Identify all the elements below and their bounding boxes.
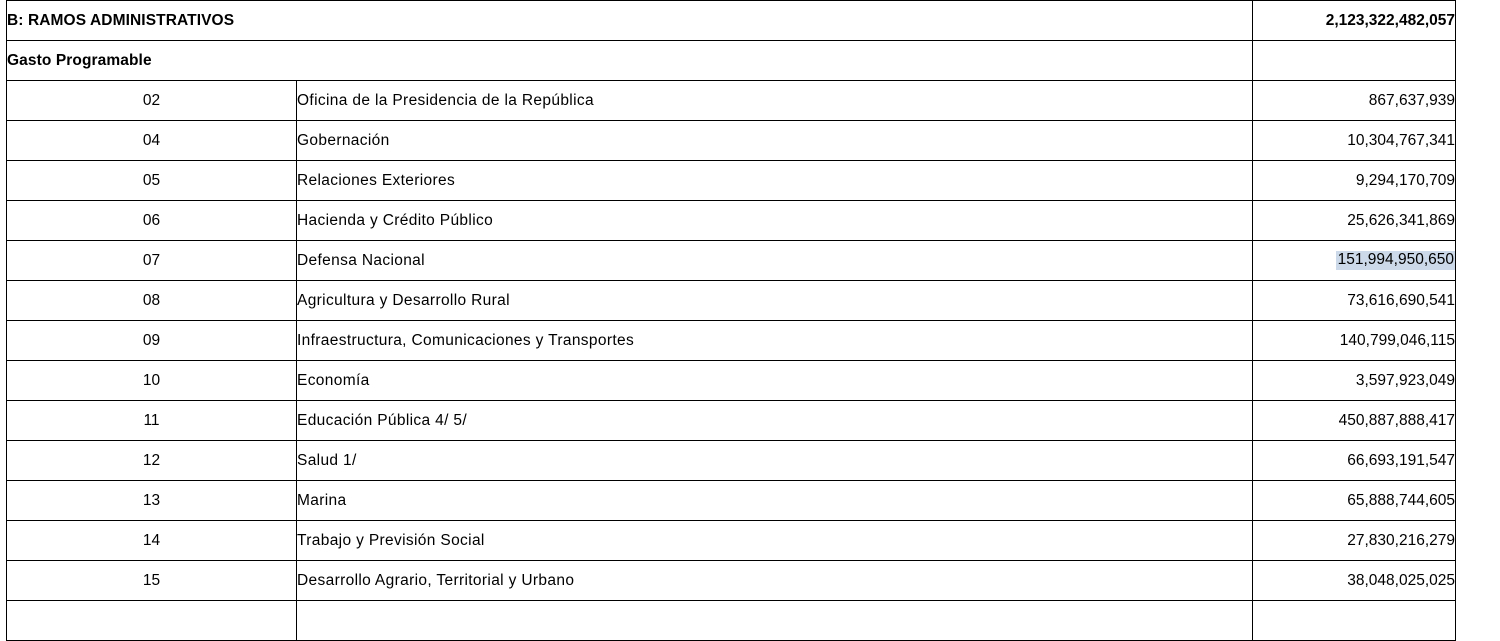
row-amount: 25,626,341,869 bbox=[1253, 201, 1456, 241]
row-name: Desarrollo Agrario, Territorial y Urbano bbox=[297, 561, 1253, 601]
table-row bbox=[7, 281, 1456, 321]
table-row bbox=[7, 321, 1456, 361]
table-row-partial bbox=[7, 601, 1456, 641]
row-name: Gobernación bbox=[297, 121, 1253, 161]
row-code-partial bbox=[7, 601, 297, 641]
row-amount: 450,887,888,417 bbox=[1253, 401, 1456, 441]
row-name: Salud 1/ bbox=[297, 441, 1253, 481]
table-row bbox=[7, 81, 1456, 121]
table-row bbox=[7, 521, 1456, 561]
row-amount: 10,304,767,341 bbox=[1253, 121, 1456, 161]
row-code: 14 bbox=[7, 521, 297, 561]
row-amount: 867,637,939 bbox=[1253, 81, 1456, 121]
table-row bbox=[7, 241, 1456, 281]
table-row bbox=[7, 561, 1456, 601]
row-amount: 38,048,025,025 bbox=[1253, 561, 1456, 601]
subsection-header-amount bbox=[1253, 41, 1456, 81]
row-code: 15 bbox=[7, 561, 297, 601]
row-name: Marina bbox=[297, 481, 1253, 521]
row-name: Educación Pública 4/ 5/ bbox=[297, 401, 1253, 441]
row-name: Hacienda y Crédito Público bbox=[297, 201, 1253, 241]
row-code: 04 bbox=[7, 121, 297, 161]
row-code: 11 bbox=[7, 401, 297, 441]
row-amount: 66,693,191,547 bbox=[1253, 441, 1456, 481]
row-code: 08 bbox=[7, 281, 297, 321]
row-amount: 27,830,216,279 bbox=[1253, 521, 1456, 561]
row-amount: 9,294,170,709 bbox=[1253, 161, 1456, 201]
row-code: 07 bbox=[7, 241, 297, 281]
row-name: Oficina de la Presidencia de la República bbox=[297, 81, 1253, 121]
row-code: 02 bbox=[7, 81, 297, 121]
budget-table-body bbox=[7, 1, 1456, 641]
table-row bbox=[7, 121, 1456, 161]
row-code: 12 bbox=[7, 441, 297, 481]
subsection-header-label: Gasto Programable bbox=[7, 41, 1253, 81]
row-amount bbox=[1253, 241, 1456, 281]
row-amount: 3,597,923,049 bbox=[1253, 361, 1456, 401]
row-name: Economía bbox=[297, 361, 1253, 401]
table-row bbox=[7, 161, 1456, 201]
table-row bbox=[7, 481, 1456, 521]
row-name: Agricultura y Desarrollo Rural bbox=[297, 281, 1253, 321]
row-name: Relaciones Exteriores bbox=[297, 161, 1253, 201]
row-code: 13 bbox=[7, 481, 297, 521]
highlighted-amount: 151,994,950,650 bbox=[1336, 251, 1455, 270]
row-amount: 73,616,690,541 bbox=[1253, 281, 1456, 321]
subsection-header-row bbox=[7, 41, 1456, 81]
row-name: Trabajo y Previsión Social bbox=[297, 521, 1253, 561]
row-code: 05 bbox=[7, 161, 297, 201]
row-name: Infraestructura, Comunicaciones y Transportes bbox=[297, 321, 1253, 361]
row-name: Defensa Nacional bbox=[297, 241, 1253, 281]
row-amount: 65,888,744,605 bbox=[1253, 481, 1456, 521]
section-header-row bbox=[7, 1, 1456, 41]
row-amount: 140,799,046,115 bbox=[1253, 321, 1456, 361]
table-row bbox=[7, 401, 1456, 441]
table-row bbox=[7, 201, 1456, 241]
table-row bbox=[7, 441, 1456, 481]
row-code: 10 bbox=[7, 361, 297, 401]
table-row bbox=[7, 361, 1456, 401]
row-amount-partial bbox=[1253, 601, 1456, 641]
row-name-partial bbox=[297, 601, 1253, 641]
budget-table bbox=[6, 0, 1456, 641]
section-header-label: B: RAMOS ADMINISTRATIVOS bbox=[7, 1, 1253, 41]
row-code: 06 bbox=[7, 201, 297, 241]
row-code: 09 bbox=[7, 321, 297, 361]
section-header-amount: 2,123,322,482,057 bbox=[1253, 1, 1456, 41]
